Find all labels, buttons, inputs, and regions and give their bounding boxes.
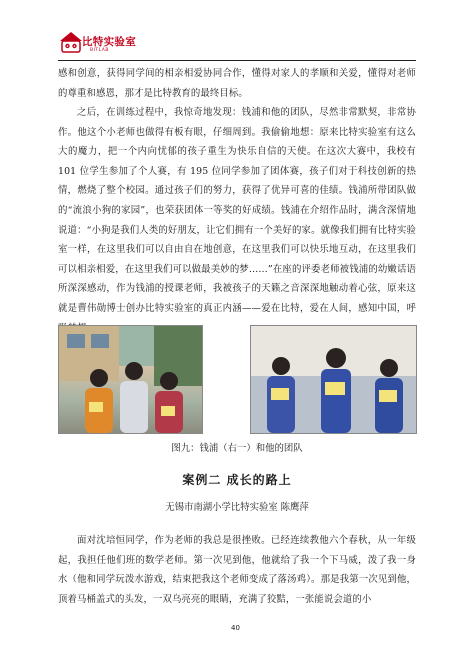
logo-subtitle: BITLAB [90,48,109,53]
header-divider [58,60,416,61]
bitlab-logo-icon [58,30,84,54]
paragraph-3: 面对沈培恒同学，作为老师的我总是很挫败。已经连续教他六个春秋，从一年级起，我担任他们班的数学老师。第一次见到他，他就给了我一个下马威，泼了我一身水（他和同学玩泼水游戏，结束把我这个老师变成了落汤鸡）。那是我第一次见到他，顶着马桶盖式的头发，一双乌亮亮的眼睛，充满了狡黠，一张能说会道的小 [58,535,416,605]
paragraph-2: 之后，在训练过程中，我惊奇地发现：钱浦和他的团队，尽然非常默契，非常协作。他这个小老师也做得有板有眼，仔细周到。我偷偷地想：原来比特实验室有这么大的魔力，把一个内向忧郁的孩子重生为快乐自信的天使。在这次大赛中，我校有 101 位学生参加了个人赛，有 195 位同学参加了团体赛，孩子们对于科技创新的热情，燃烧了整个校园。通过孩子们的努力，获得了优异可喜的佳绩。钱浦所带团队做的“流浪小狗的家园”，也荣获团体一等奖的好成绩。钱浦在介绍作品时，满含深情地说道：“小狗是我们人类的好朋友，让它们拥有一个美好的家。就像我们拥有比特实验室一样，在这里我们可以自由自在地创意，在这里我们可以快乐地互动，在这里我们可以相亲相爱，在这里我们可以做最美妙的梦……”在座的评委老师被钱浦的幼嫩话语所深深感动，作为钱浦的授课老师，我被孩子的天籁之音深深地触动着心弦，原来这就是曹伟勋博士创办比特实验室的真正内涵——爱在比特，爱在人间，感知中国，呼 [58,107,416,314]
figure-caption: 图九：钱浦（右一）和他的团队 [171,443,303,454]
team-photo-left-graphic [59,326,202,433]
team-photo-right-graphic [251,326,416,433]
team-photo-left [58,325,203,434]
paragraph-1: 感和创意，获得同学间的相亲相爱协同合作，懂得对家人的孝顺和关爱，懂得对老师的尊重和感恩，那才是比特教育的最终目标。 [58,68,416,99]
section-title: 案例二 成长的路上 [182,473,292,487]
section-author: 无锡市南湖小学比特实验室 陈鹰萍 [165,502,309,513]
page-number: 40 [231,624,240,632]
team-photo-right [250,325,417,434]
logo-wordmark: 比特实验室 [82,36,136,48]
